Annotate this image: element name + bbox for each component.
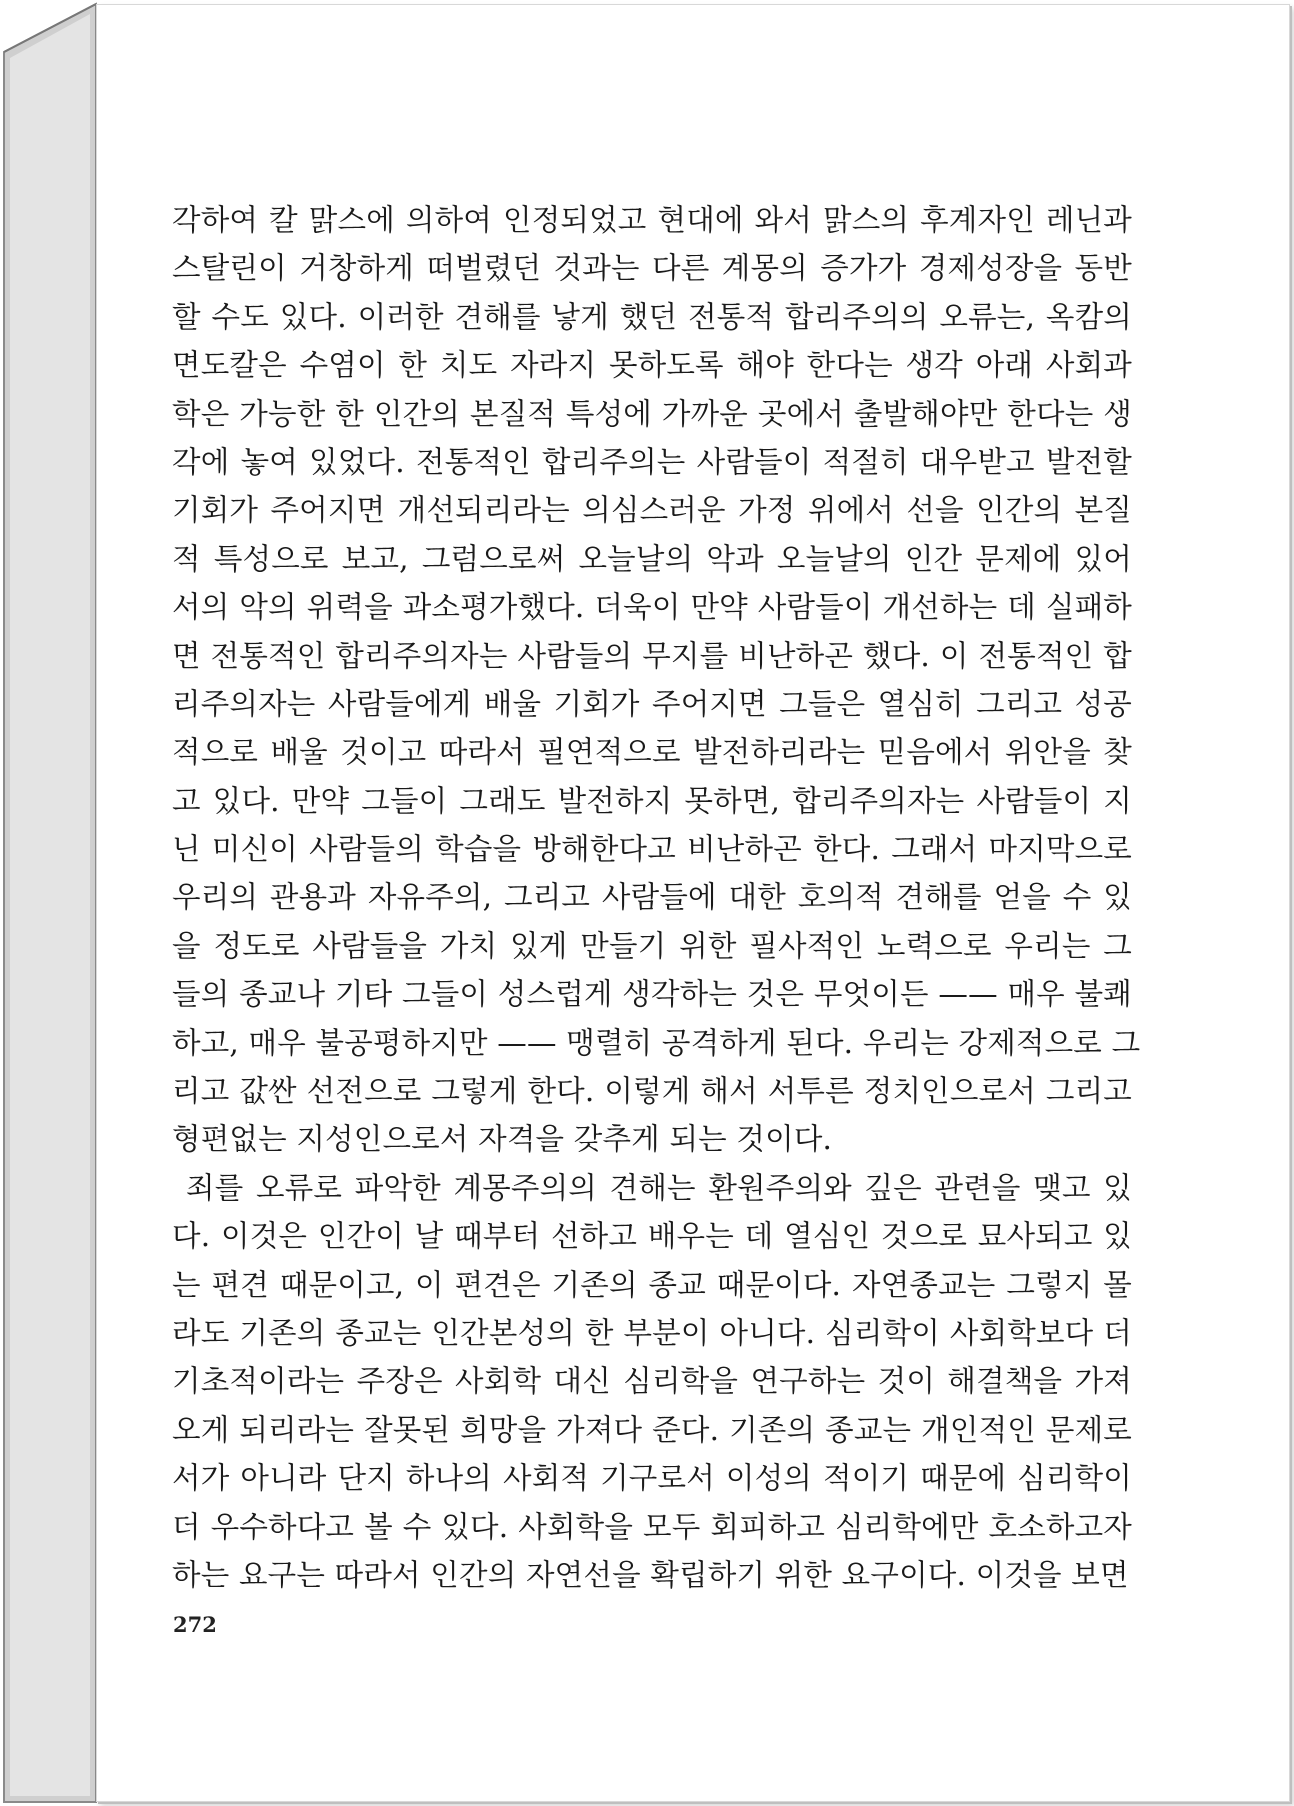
text-line: 기초적이라는 주장은 사회학 대신 심리학을 연구하는 것이 해결책을 가져 <box>172 1364 1132 1399</box>
text-line: 우리의 관용과 자유주의, 그리고 사람들에 대한 호의적 견해를 얻을 수 있 <box>172 880 1132 915</box>
text-line: 면 전통적인 합리주의자는 사람들의 무지를 비난하곤 했다. 이 전통적인 합 <box>172 638 1132 673</box>
text-line: 형편없는 지성인으로서 자격을 갖추게 되는 것이다. <box>172 1122 833 1157</box>
text-line: 기회가 주어지면 개선되리라는 의심스러운 가정 위에서 선을 인간의 본질 <box>172 493 1132 528</box>
text-line: 하고, 매우 불공평하지만 —— 맹렬히 공격하게 된다. 우리는 강제적으로 그 <box>172 1025 1141 1060</box>
body-text <box>172 196 1141 1599</box>
text-line: 다. 이것은 인간이 날 때부터 선하고 배우는 데 열심인 것으로 묘사되고 있 <box>172 1219 1132 1254</box>
paragraph <box>172 1164 1132 1600</box>
page-number: 272 <box>173 1612 217 1637</box>
text-line: 각하여 칼 맑스에 의하여 인정되었고 현대에 와서 맑스의 후계자인 레닌과 <box>172 203 1132 237</box>
text-line: 하는 요구는 따라서 인간의 자연선을 확립하기 위한 요구이다. 이것을 보면 <box>172 1557 1129 1592</box>
text-line: 서의 악의 위력을 과소평가했다. 더욱이 만약 사람들이 개선하는 데 실패하 <box>172 590 1132 625</box>
text-line: 을 정도로 사람들을 가치 있게 만들기 위한 필사적인 노력으로 우리는 그 <box>172 928 1132 963</box>
text-line: 리고 값싼 선전으로 그렇게 한다. 이렇게 해서 서투른 정치인으로서 그리고 <box>172 1074 1132 1109</box>
text-line: 죄를 오류로 파악한 계몽주의의 견해는 환원주의와 깊은 관련을 맺고 있 <box>186 1170 1132 1205</box>
text-line: 학은 가능한 한 인간의 본질적 특성에 가까운 곳에서 출발해야만 한다는 생 <box>172 396 1132 431</box>
text-line: 더 우수하다고 볼 수 있다. 사회학을 모두 회피하고 심리학에만 호소하고자 <box>172 1509 1132 1544</box>
text-line: 는 편견 때문이고, 이 편견은 기존의 종교 때문이다. 자연종교는 그렇지 몰 <box>172 1267 1132 1302</box>
text-line: 스탈린이 거창하게 떠벌렸던 것과는 다른 계몽의 증가가 경제성장을 동반 <box>172 251 1132 286</box>
paragraph <box>172 196 1141 1164</box>
text-line: 적 특성으로 보고, 그럼으로써 오늘날의 악과 오늘날의 인간 문제에 있어 <box>172 541 1132 576</box>
text-line: 닌 미신이 사람들의 학습을 방해한다고 비난하곤 한다. 그래서 마지막으로 <box>172 832 1132 867</box>
text-line: 할 수도 있다. 이러한 견해를 낳게 했던 전통적 합리주의의 오류는, 옥캄의 <box>172 299 1132 334</box>
text-line: 서가 아니라 단지 하나의 사회적 기구로서 이성의 적이기 때문에 심리학이 <box>172 1461 1132 1496</box>
text-line: 리주의자는 사람들에게 배울 기회가 주어지면 그들은 열심히 그리고 성공 <box>172 686 1132 721</box>
text-line: 오게 되리라는 잘못된 희망을 가져다 준다. 기존의 종교는 개인적인 문제로 <box>172 1412 1132 1447</box>
text-line: 각에 놓여 있었다. 전통적인 합리주의는 사람들이 적절히 대우받고 발전할 <box>172 444 1132 479</box>
text-line: 고 있다. 만약 그들이 그래도 발전하지 못하면, 합리주의자는 사람들이 지 <box>172 783 1132 818</box>
text-line: 적으로 배울 것이고 따라서 필연적으로 발전하리라는 믿음에서 위안을 찾 <box>172 735 1132 770</box>
text-line: 면도칼은 수염이 한 치도 자라지 못하도록 해야 한다는 생각 아래 사회과 <box>172 348 1132 383</box>
text-line: 들의 종교나 기타 그들이 성스럽게 생각하는 것은 무엇이든 —— 매우 불쾌 <box>172 977 1132 1012</box>
text-line: 라도 기존의 종교는 인간본성의 한 부분이 아니다. 심리학이 사회학보다 더 <box>172 1315 1132 1350</box>
